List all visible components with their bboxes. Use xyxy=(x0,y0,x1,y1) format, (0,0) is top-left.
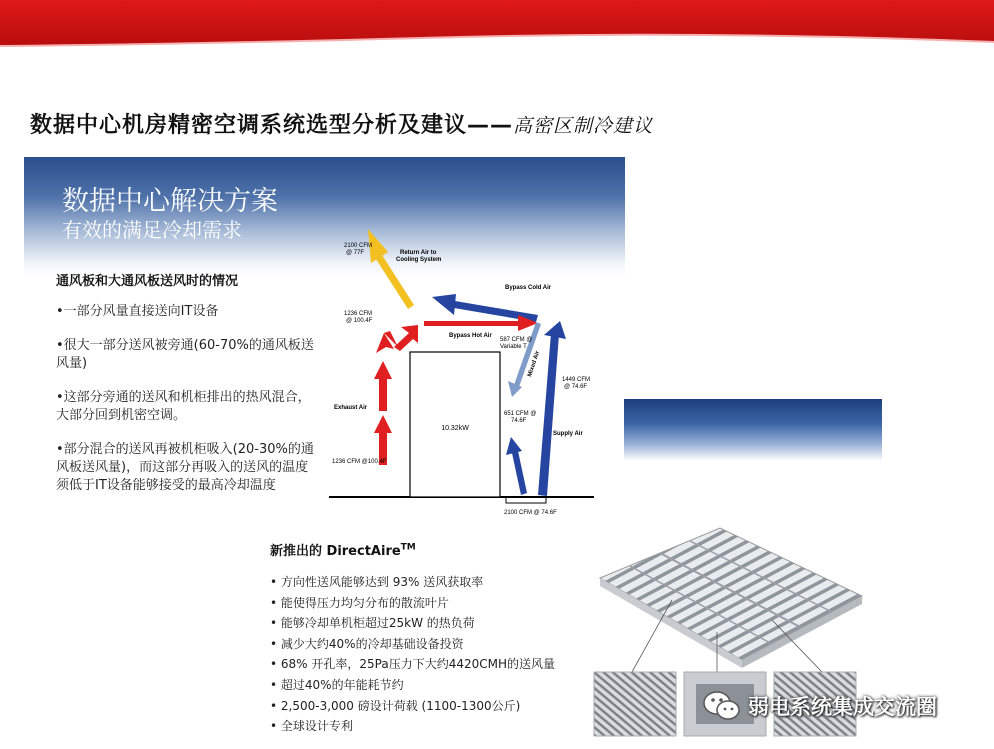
feature-item: • 减少大约40%的冷却基础设备投资 xyxy=(270,636,464,651)
floor-tile-panel xyxy=(600,528,862,660)
page-subtitle: 高密区制冷建议 xyxy=(513,115,654,137)
wechat-icon xyxy=(702,689,742,723)
supply-air-cfm: 1449 CFM xyxy=(562,377,591,383)
bullet-item: •这部分旁通的送风和机柜排出的热风混合，大部分回到机密空调。 xyxy=(56,390,311,423)
page-title-main: 数据中心机房精密空调系统选型分析及建议 xyxy=(30,113,468,138)
supply-air-arrow xyxy=(538,321,566,496)
bypass-hot-air-arrow xyxy=(424,315,538,331)
return-air-label-1: Return Air to xyxy=(400,250,437,256)
variable-cfm: 587 CFM @ xyxy=(500,337,533,343)
inlet-temp: 74.6F xyxy=(511,418,527,424)
feature-item: • 68% 开孔率，25Pa压力下大约4420CMH的送风量 xyxy=(270,657,555,672)
watermark xyxy=(702,688,937,724)
solution-slide xyxy=(24,157,625,520)
feature-item: • 能使得压力均匀分布的散流叶片 xyxy=(270,595,449,610)
feature-item: • 2,500-3,000 磅设计荷载 (1100-1300公斤) xyxy=(270,698,521,713)
rack-inlet-arrow xyxy=(506,437,527,495)
variable-temp: Variable T xyxy=(500,344,527,350)
bypass-hot-label: Bypass Hot Air xyxy=(449,333,492,339)
airflow-bullet-list xyxy=(56,303,318,511)
bullet-item: •一部分风量直接送向IT设备 xyxy=(56,304,219,319)
feature-item: • 能够冷却单机柜超过25kW 的热负荷 xyxy=(270,616,475,631)
return-air-cfm: 2100 CFM xyxy=(344,243,373,249)
return-air-temp: @ 77F xyxy=(346,250,365,256)
bullet-item: •很大一部分送风被旁通(60-70%的通风板送风量) xyxy=(56,338,314,371)
supply-air-label: Supply Air xyxy=(553,431,583,437)
trademark-mark: TM xyxy=(400,542,416,553)
directaire-heading-text: 新推出的 DirectAire xyxy=(270,544,401,559)
inlet-cfm: 651 CFM @ xyxy=(504,411,537,417)
directaire-heading xyxy=(270,540,416,559)
return-air-label-2: Cooling System xyxy=(396,257,442,263)
directaire-feature-list xyxy=(270,572,555,737)
decorative-blue-band xyxy=(624,399,882,461)
closeup-thumbnail xyxy=(594,672,676,736)
solution-slide-title: 数据中心解决方案 xyxy=(62,186,278,217)
bypass-cold-label: Bypass Cold Air xyxy=(505,285,552,291)
header-banner xyxy=(0,0,994,52)
tile-flow-label: 2100 CFM @ 74.6F xyxy=(504,510,557,516)
mixed-cfm: 1236 CFM xyxy=(344,311,373,317)
airflow-heading: 通风板和大通风板送风时的情况 xyxy=(56,274,239,289)
bullet-item: •部分混合的送风再被机柜吸入(20-30%的通风板送风量)，而这部分再吸入的送风的温度须低于IT设备能够接受的最高冷却温度 xyxy=(56,442,314,493)
mixed-air-label: Mixed Air xyxy=(527,350,542,378)
bottom-exhaust-label: 1236 CFM @100.4F xyxy=(332,459,387,465)
feature-item: • 方向性送风能够达到 93% 送风获取率 xyxy=(270,575,484,589)
solution-slide-subtitle: 有效的满足冷却需求 xyxy=(62,218,242,242)
mixed-flow-arrow xyxy=(394,325,418,351)
rack-load-label: 10.32kW xyxy=(441,425,469,432)
mixed-temp: @ 100.4F xyxy=(346,318,373,324)
supply-air-temp: @ 74.6F xyxy=(564,384,588,390)
feature-item: • 超过40%的年能耗节约 xyxy=(270,677,404,692)
watermark-text: 弱电系统集成交流圈 xyxy=(748,695,937,719)
exhaust-arrow xyxy=(374,331,398,465)
feature-item: • 全球设计专利 xyxy=(270,719,353,734)
page-title xyxy=(30,108,653,139)
return-air-arrow xyxy=(368,229,414,309)
exhaust-label: Exhaust Air xyxy=(334,405,368,411)
airflow-diagram xyxy=(324,217,625,520)
title-dash: —— xyxy=(467,113,514,138)
